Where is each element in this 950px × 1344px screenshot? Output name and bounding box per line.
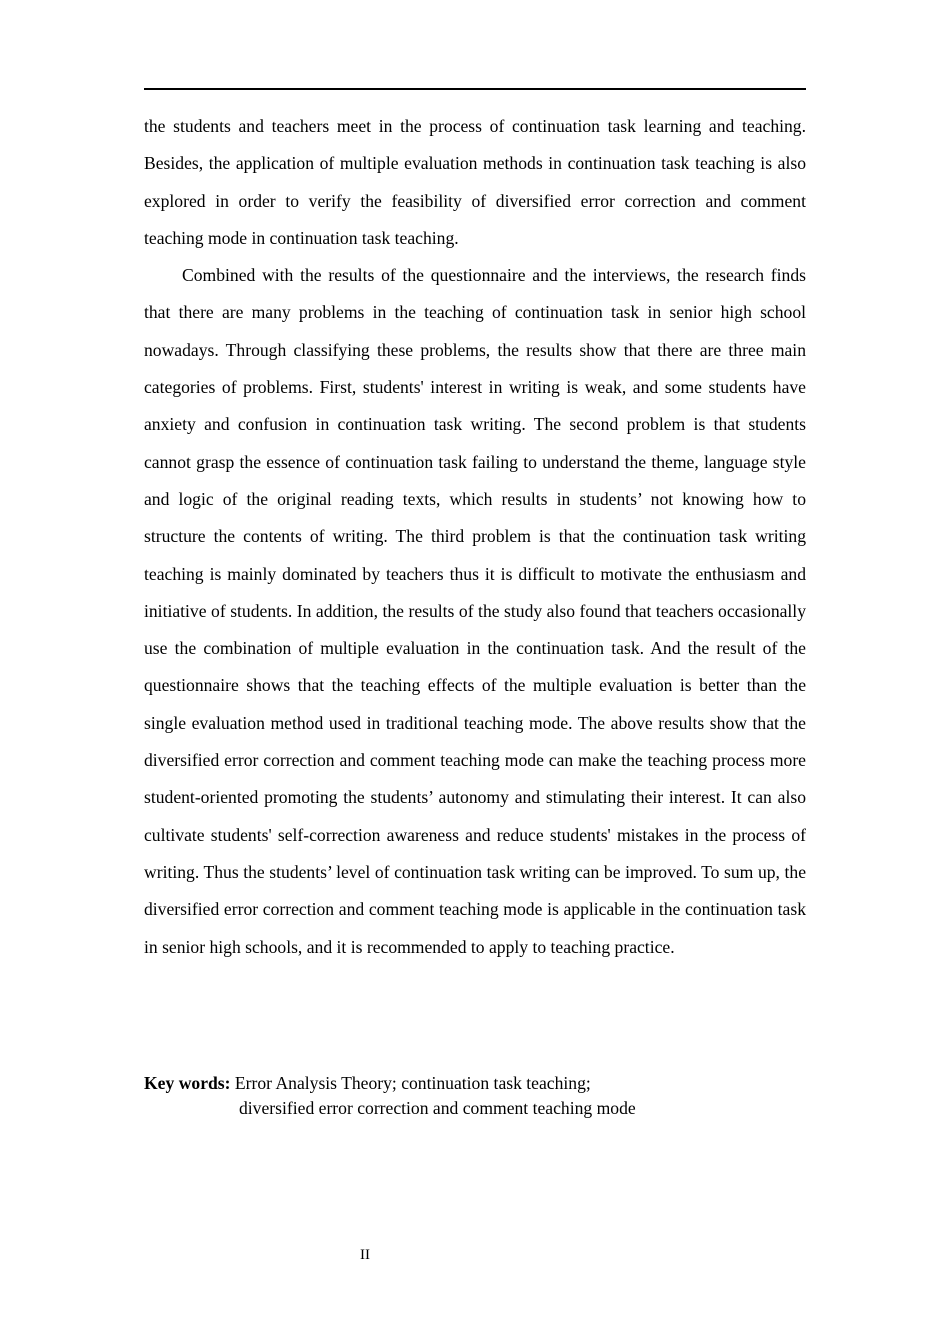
header-rule bbox=[144, 88, 806, 90]
page-number: II bbox=[360, 1247, 370, 1263]
keywords-line-2: diversified error correction and comment teaching mode bbox=[239, 1098, 636, 1118]
keywords-line-1 bbox=[144, 1071, 806, 1096]
keywords-text-1: Error Analysis Theory; continuation task teaching; bbox=[234, 1073, 591, 1093]
paragraph-continued: the students and teachers meet in the process of continuation task learning and teaching. Besides, the application of multiple evaluation methods in continuation task teaching is also explored in order to verify the feasibility of diversified error correction and comment teaching mode in continuation task teaching. bbox=[144, 116, 806, 248]
keywords-section bbox=[144, 1071, 806, 1121]
paragraph-results: Combined with the results of the questionnaire and the interviews, the research finds that there are many problems in the teaching of continuation task in senior high school nowadays. Through classifying these problems, the results show that there are three main categories of problems. First, students' interest in writing is weak, and some students have anxiety and confusion in continuation task writing. The second problem is that students cannot grasp the essence of continuation task failing to understand the theme, language style and logic of the original reading texts, which results in students’ not knowing how to structure the contents of writing. The third problem is that the continuation task writing teaching is mainly dominated by teachers thus it is difficult to motivate the enthusiasm and initiative of students. In addition, the results of the study also found that teachers occasionally use the combination of multiple evaluation in the continuation task. And the result of the questionnaire shows that the teaching effects of the multiple evaluation is better than the single evaluation method used in traditional teaching mode. The above results show that the diversified error correction and comment teaching mode can make the teaching process more student-oriented promoting the students’ autonomy and stimulating their interest. It can also cultivate students' self-correction awareness and reduce students' mistakes in the process of writing. Thus the students’ level of continuation task writing can be improved. To sum up, the diversified error correction and comment teaching mode is applicable in the continuation task in senior high schools, and it is recommended to apply to teaching practice. bbox=[144, 265, 806, 957]
keywords-label: Key words: bbox=[144, 1073, 231, 1093]
abstract-body bbox=[144, 108, 806, 966]
